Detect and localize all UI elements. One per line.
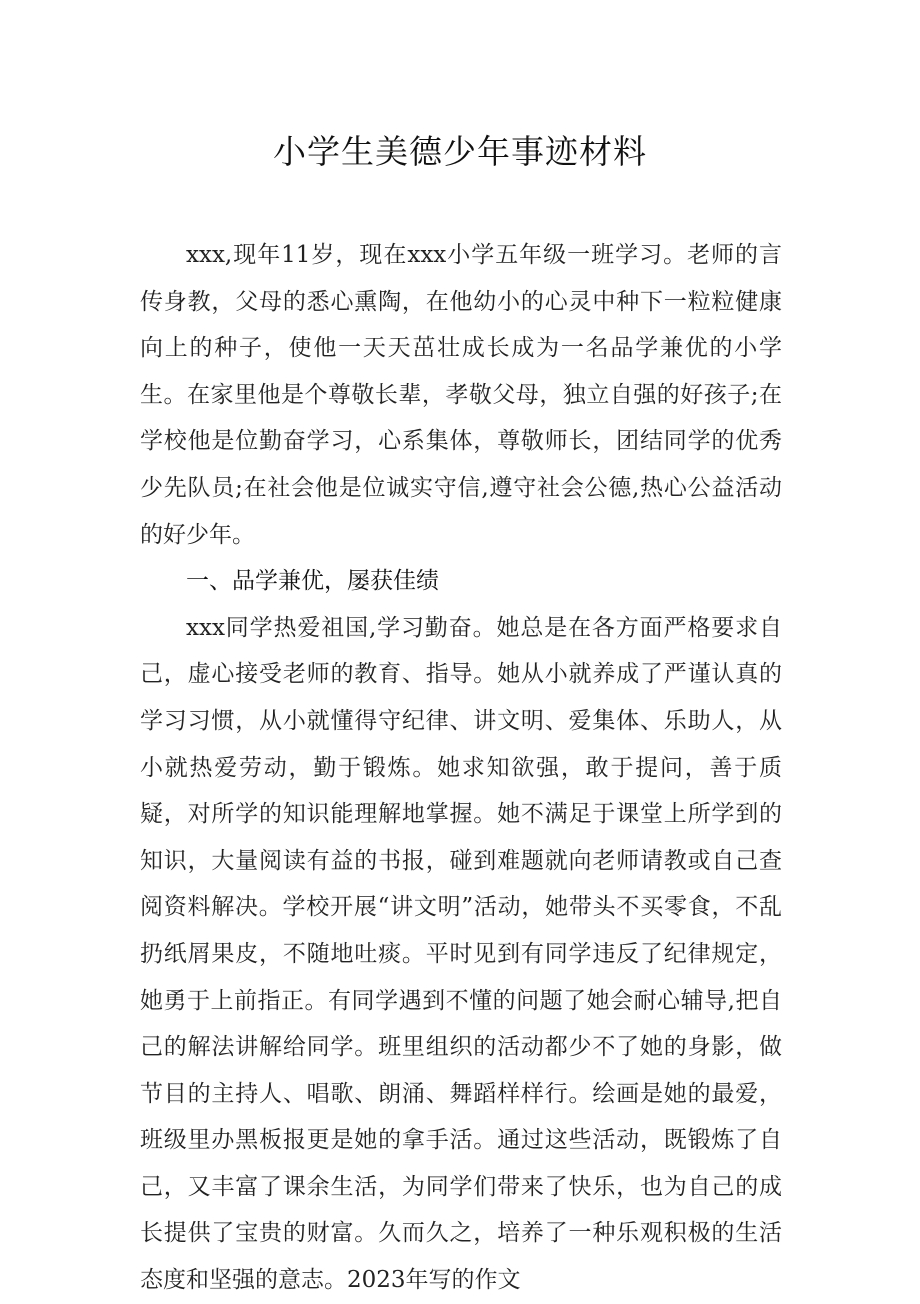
section-heading: 一、品学兼优，屡获佳绩 — [186, 568, 439, 595]
intro-paragraph: xxx,现年11岁，现在xxx小学五年级一班学习。老师的言传身教，父母的悉心熏陶，在他幼小的心灵中种下一粒粒健康向上的种子，使他一天天茁壮成长成为一名品学兼优的小学生。在家里他是个尊敬长辈，孝敬父母，独立自强的好孩子;在学校他是位勤奋学习，心系集体，尊敬师长，团结同学的优秀少先队员;在社会他是位诚实守信,遵守社会公德,热心公益活动的好少年。 — [140, 242, 782, 548]
document-title: 小学生美德少年事迹材料 — [273, 132, 647, 171]
section-paragraph: xxx同学热爱祖国,学习勤奋。她总是在各方面严格要求自己，虚心接受老师的教育、指导。她从小就养成了严谨认真的学习习惯，从小就懂得守纪律、讲文明、爱集体、乐助人，从小就热爱劳动，勤于锻炼。她求知欲强，敢于提问，善于质疑，对所学的知识能理解地掌握。她不满足于课堂上所学到的知识，大量阅读有益的书报，碰到难题就向老师请教或自己查阅资料解决。学校开展“讲文明”活动，她带头不买零食，不乱扔纸屑果皮，不随地吐痰。平时见到有同学违反了纪律规定，她勇于上前指正。有同学遇到不懂的问题了她会耐心辅导,把自己的解法讲解给同学。班里组织的活动都少不了她的身影，做节目的主持人、唱歌、朗涌、舞蹈样样行。绘画是她的最爱，班级里办黑板报更是她的拿手活。通过这些活动，既锻炼了自己，又丰富了课余生活，为同学们带来了快乐，也为自己的成长提供了宝贵的财富。久而久之，培养了一种乐观积极的生活态度和坚强的意志。2023年写的作文 — [140, 614, 782, 1294]
document-body — [140, 232, 782, 1304]
